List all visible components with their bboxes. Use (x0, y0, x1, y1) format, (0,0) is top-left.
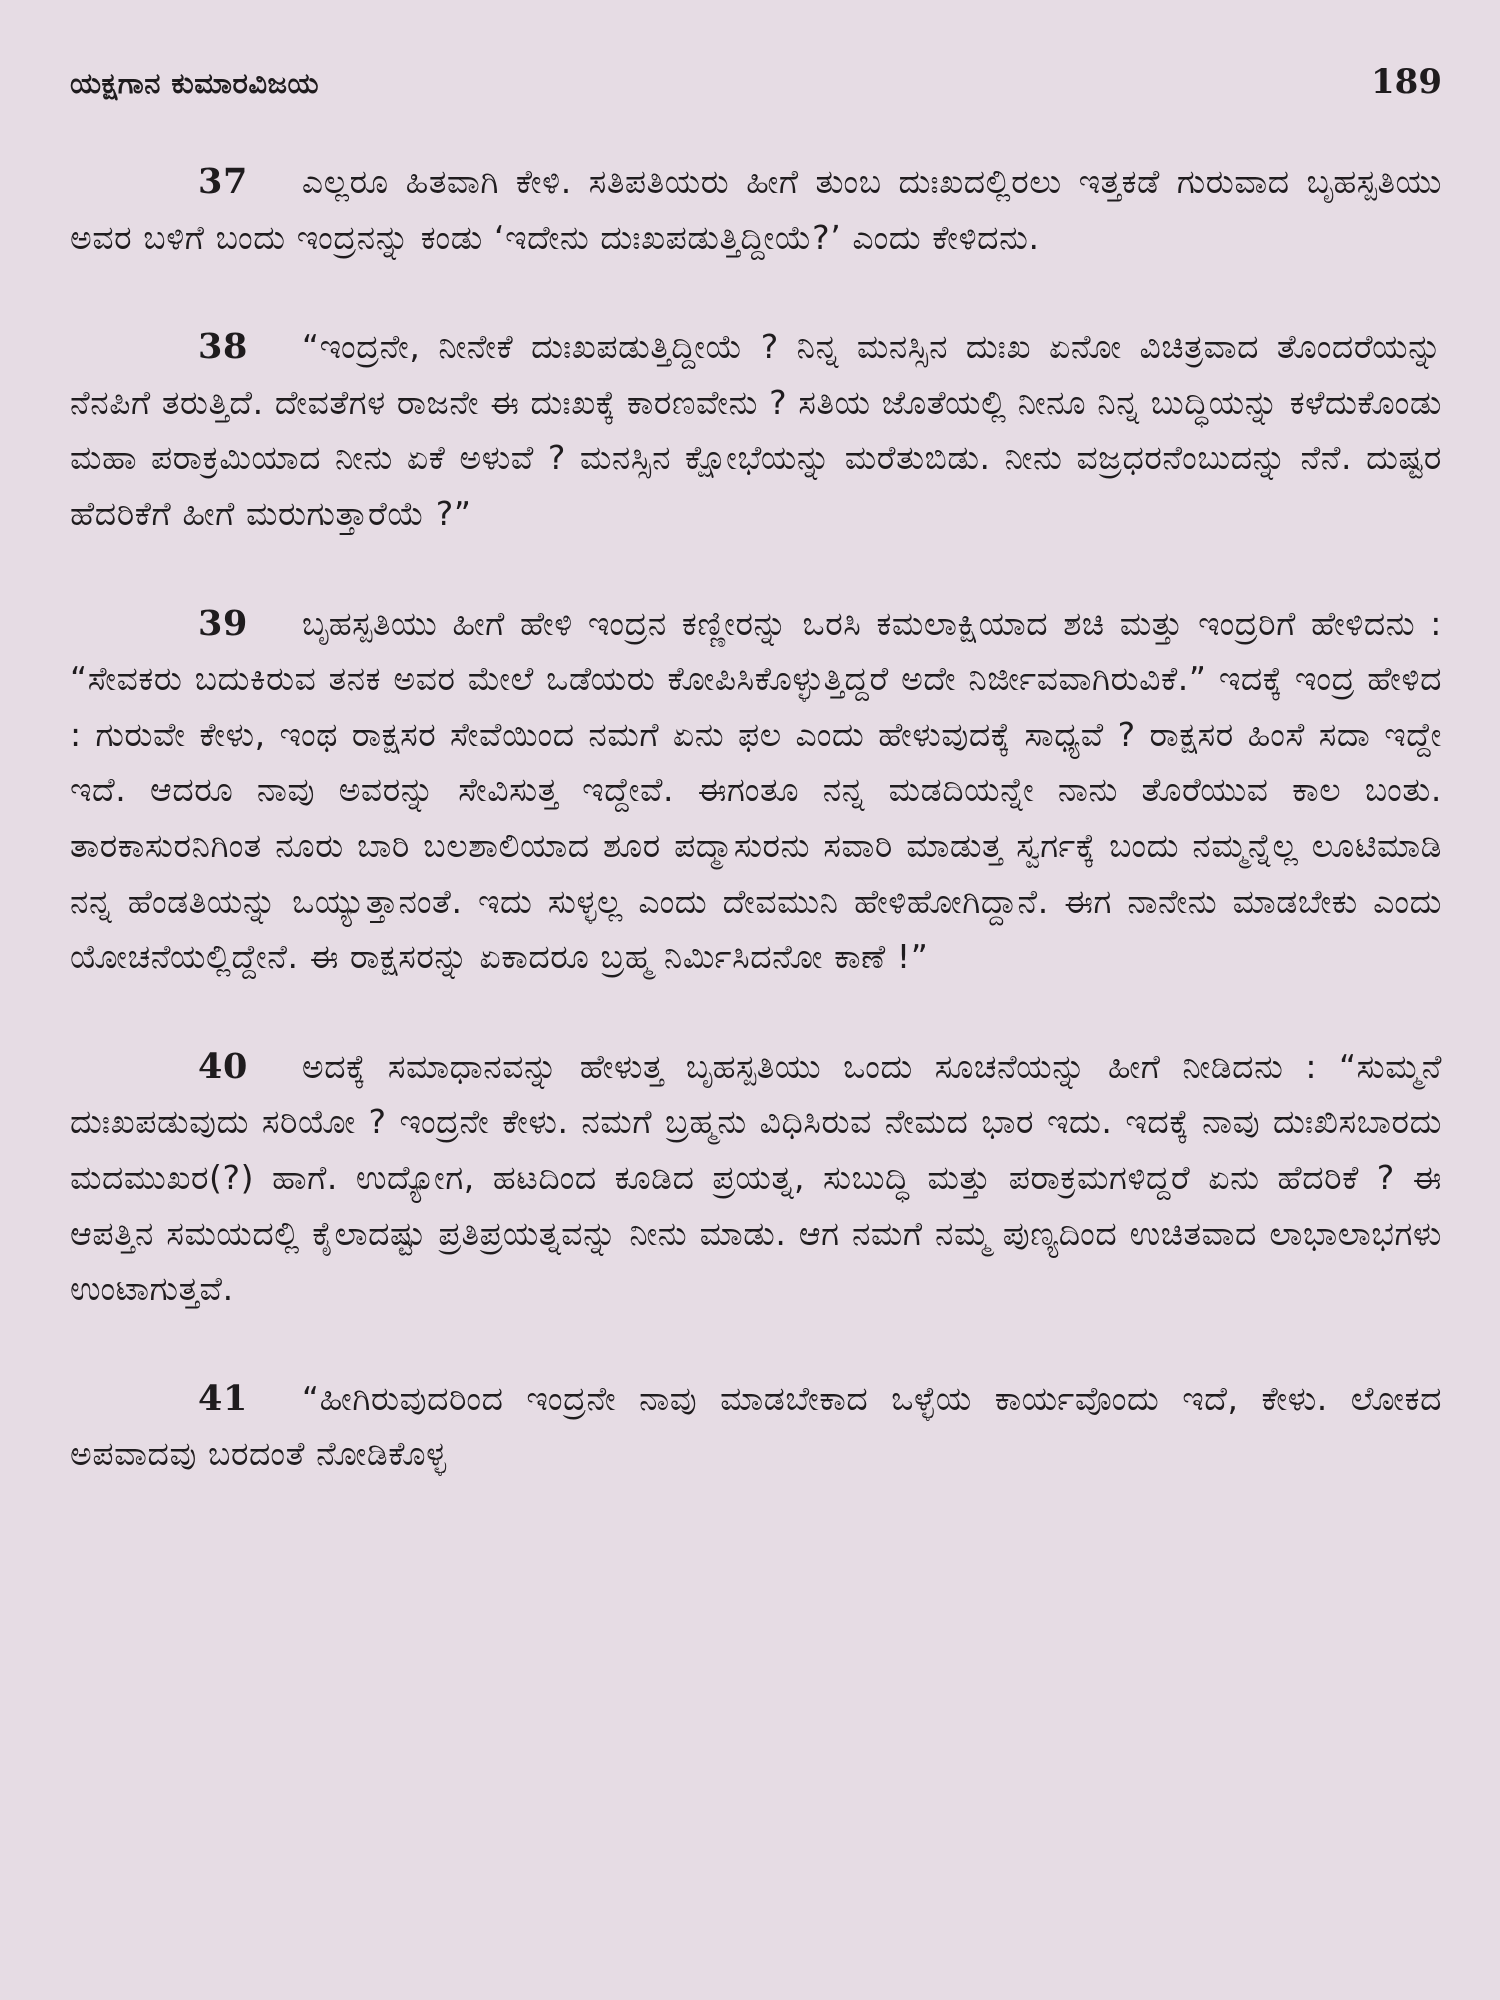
page-body (70, 154, 1442, 1482)
running-title: ಯಕ್ಷಗಾನ ಕುಮಾರವಿಜಯ (70, 66, 320, 100)
paragraph-number: 41 (198, 1377, 248, 1419)
paragraph-37 (70, 154, 1442, 265)
paragraph-38 (70, 319, 1442, 541)
page-header (70, 62, 1442, 126)
page-number: 189 (1371, 62, 1442, 102)
paragraph-40 (70, 1039, 1442, 1317)
paragraph-39 (70, 596, 1442, 985)
paragraph-number: 39 (198, 602, 248, 644)
paragraph-number: 40 (198, 1045, 248, 1087)
paragraph-text: “ಹೀಗಿರುವುದರಿಂದ ಇಂದ್ರನೇ ನಾವು ಮಾಡಬೇಕಾದ ಒಳ್ಳೆಯ ಕಾರ್ಯವೊಂದು ಇದೆ, ಕೇಳು. ಲೋಕದ ಅಪವಾದವು ಬರದಂತೆ ನೋಡಿಕೊಳ್ಳ (70, 1378, 1442, 1474)
paragraph-text: ಅದಕ್ಕೆ ಸಮಾಧಾನವನ್ನು ಹೇಳುತ್ತ ಬೃಹಸ್ಪತಿಯು ಒಂದು ಸೂಚನೆಯನ್ನು ಹೀಗೆ ನೀಡಿದನು : “ಸುಮ್ಮನೆ ದುಃಖಪಡುವುದು ಸರಿಯೋ ? ಇಂದ್ರನೇ ಕೇಳು. ನಮಗೆ ಬ್ರಹ್ಮನು ವಿಧಿಸಿರುವ ನೇಮದ ಭಾರ ಇದು. ಇದಕ್ಕೆ ನಾವು ದುಃಖಿಸಬಾರದು ಮದಮುಖರ(?) ಹಾಗೆ. ಉದ್ಯೋಗ, ಹಟದಿಂದ ಕೂಡಿದ ಪ್ರಯತ್ನ, ಸುಬುದ್ಧಿ ಮತ್ತು ಪರಾಕ್ರಮಗಳಿದ್ದರೆ ಏನು ಹೆದರಿಕೆ ? ಈ ಆಪತ್ತಿನ ಸಮಯದಲ್ಲಿ ಕೈಲಾದಷ್ಟು ಪ್ರತಿಪ್ರಯತ್ನವನ್ನು ನೀನು ಮಾಡು. ಆಗ ನಮಗೆ ನಮ್ಮ ಪುಣ್ಯದಿಂದ ಉಚಿತವಾದ ಲಾಭಾಲಾಭಗಳು ಉಂಟಾಗುತ್ತವೆ. (70, 1046, 1442, 1309)
paragraph-number: 37 (198, 161, 248, 202)
paragraph-text: ಎಲ್ಲರೂ ಹಿತವಾಗಿ ಕೇಳಿ. ಸತಿಪತಿಯರು ಹೀಗೆ ತುಂಬ ದುಃಖದಲ್ಲಿರಲು ಇತ್ತಕಡೆ ಗುರುವಾದ ಬೃಹಸ್ಪತಿಯು ಅವರ ಬಳಿಗೆ ಬಂದು ಇಂದ್ರನನ್ನು ಕಂಡು ‘ಇದೇನು ದುಃಖಪಡುತ್ತಿದ್ದೀಯೆ?’ ಎಂದು ಕೇಳಿದನು. (70, 162, 1442, 257)
paragraph-text: ಬೃಹಸ್ಪತಿಯು ಹೀಗೆ ಹೇಳಿ ಇಂದ್ರನ ಕಣ್ಣೀರನ್ನು ಒರಸಿ ಕಮಲಾಕ್ಷಿಯಾದ ಶಚಿ ಮತ್ತು ಇಂದ್ರರಿಗೆ ಹೇಳಿದನು : “ಸೇವಕರು ಬದುಕಿರುವ ತನಕ ಅವರ ಮೇಲೆ ಒಡೆಯರು ಕೋಪಿಸಿಕೊಳ್ಳುತ್ತಿದ್ದರೆ ಅದೇ ನಿರ್ಜೀವವಾಗಿರುವಿಕೆ.” ಇದಕ್ಕೆ ಇಂದ್ರ ಹೇಳಿದ : ಗುರುವೇ ಕೇಳು, ಇಂಥ ರಾಕ್ಷಸರ ಸೇವೆಯಿಂದ ನಮಗೆ ಏನು ಫಲ ಎಂದು ಹೇಳುವುದಕ್ಕೆ ಸಾಧ್ಯವೆ ? ರಾಕ್ಷಸರ ಹಿಂಸೆ ಸದಾ ಇದ್ದೇ ಇದೆ. ಆದರೂ ನಾವು ಅವರನ್ನು ಸೇವಿಸುತ್ತ ಇದ್ದೇವೆ. ಈಗಂತೂ ನನ್ನ ಮಡದಿಯನ್ನೇ ನಾನು ತೊರೆಯುವ ಕಾಲ ಬಂತು. ತಾರಕಾಸುರನಿಗಿಂತ ನೂರು ಬಾರಿ ಬಲಶಾಲಿಯಾದ ಶೂರ ಪದ್ಮಾಸುರನು ಸವಾರಿ ಮಾಡುತ್ತ ಸ್ವರ್ಗಕ್ಕೆ ಬಂದು ನಮ್ಮನ್ನೆಲ್ಲ ಲೂಟಿಮಾಡಿ ನನ್ನ ಹೆಂಡತಿಯನ್ನು ಒಯ್ಯುತ್ತಾನಂತೆ. ಇದು ಸುಳ್ಳಲ್ಲ ಎಂದು ದೇವಮುನಿ ಹೇಳಿಹೋಗಿದ್ದಾನೆ. ಈಗ ನಾನೇನು ಮಾಡಬೇಕು ಎಂದು ಯೋಚನೆಯಲ್ಲಿದ್ದೇನೆ. ಈ ರಾಕ್ಷಸರನ್ನು ಏಕಾದರೂ ಬ್ರಹ್ಮ ನಿರ್ಮಿಸಿದನೋ ಕಾಣೆ !” (70, 603, 1442, 977)
paragraph-text: “ಇಂದ್ರನೇ, ನೀನೇಕೆ ದುಃಖಪಡುತ್ತಿದ್ದೀಯೆ ? ನಿನ್ನ ಮನಸ್ಸಿನ ದುಃಖ ಏನೋ ವಿಚಿತ್ರವಾದ ತೊಂದರೆಯನ್ನು ನೆನಪಿಗೆ ತರುತ್ತಿದೆ. ದೇವತೆಗಳ ರಾಜನೇ ಈ ದುಃಖಕ್ಕೆ ಕಾರಣವೇನು ? ಸತಿಯ ಜೊತೆಯಲ್ಲಿ ನೀನೂ ನಿನ್ನ ಬುದ್ಧಿಯನ್ನು ಕಳೆದುಕೊಂಡು ಮಹಾ ಪರಾಕ್ರಮಿಯಾದ ನೀನು ಏಕೆ ಅಳುವೆ ? ಮನಸ್ಸಿನ ಕ್ಷೋಭೆಯನ್ನು ಮರೆತುಬಿಡು. ನೀನು ವಜ್ರಧರನೆಂಬುದನ್ನು ನೆನೆ. ದುಷ್ಟರ ಹೆದರಿಕೆಗೆ ಹೀಗೆ ಮರುಗುತ್ತಾರೆಯೆ ?” (70, 327, 1442, 533)
paragraph-number: 38 (198, 326, 248, 368)
paragraph-41 (70, 1371, 1442, 1482)
